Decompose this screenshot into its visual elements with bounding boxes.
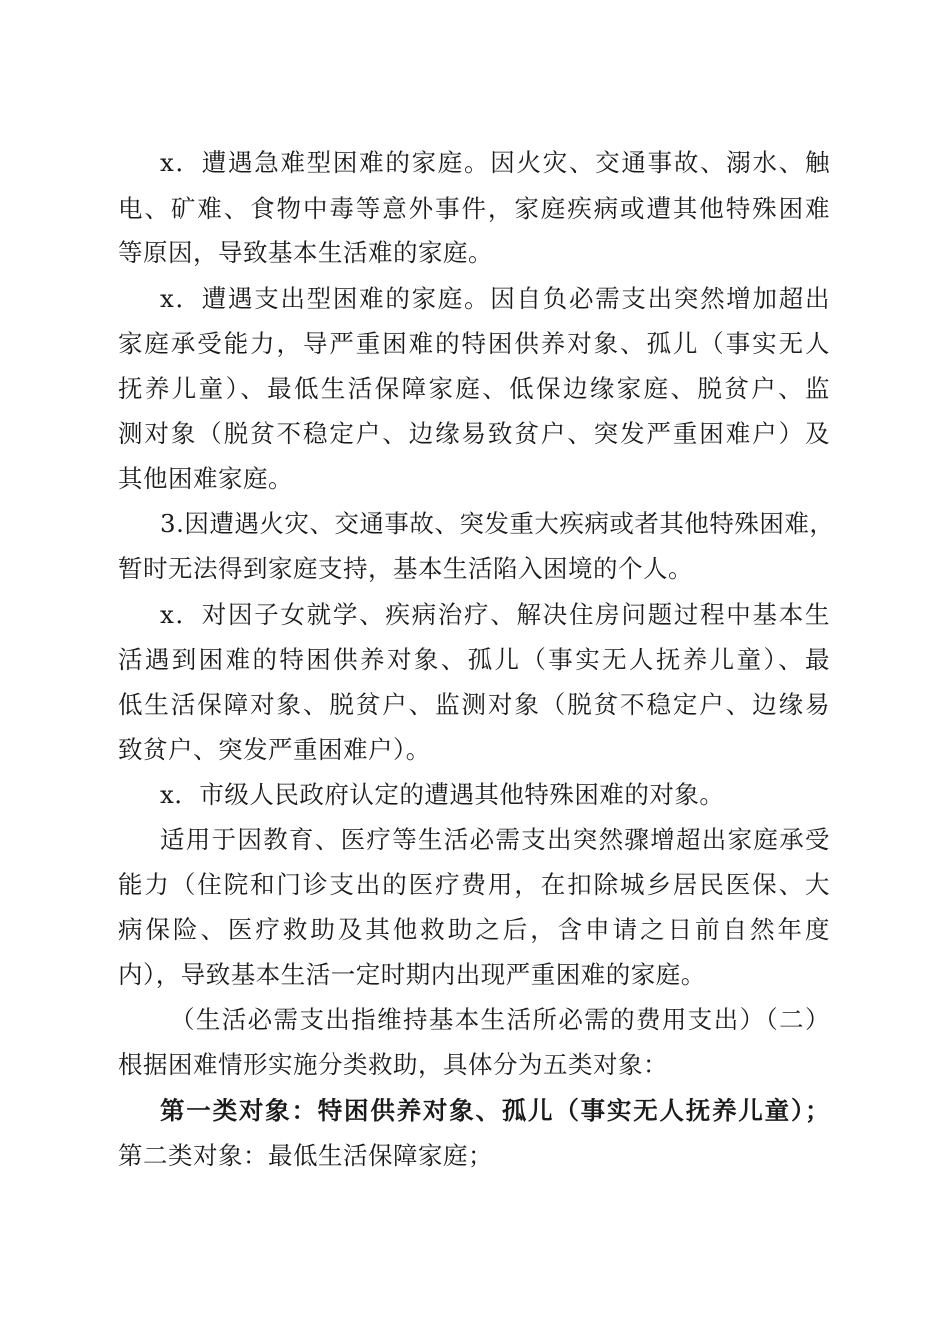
text-line: 电、矿难、食物中毒等意外事件，家庭疾病或遭其他特殊困难 (118, 194, 830, 223)
text-line: 其他困难家庭。 (118, 464, 293, 493)
text-line: 3.因遭遇火灾、交通事故、突发重大疾病或者其他特殊困难， (160, 509, 835, 538)
text-line: 暂时无法得到家庭支持，基本生活陷入困境的个人。 (118, 554, 693, 583)
text-line: （生活必需支出指维持基本生活所必需的费用支出）（二） (170, 1005, 830, 1034)
text-line: x．遭遇支出型困难的家庭。因自负必需支出突然增加超出 (160, 284, 830, 313)
text-line: 适用于因教育、医疗等生活必需支出突然骤增超出家庭承受 (160, 825, 830, 854)
text-line: x．市级人民政府认定的遭遇其他特殊困难的对象。 (160, 780, 725, 809)
text-line: 低生活保障对象、脱贫户、监测对象（脱贫不稳定户、边缘易 (118, 690, 830, 719)
text-line: 能力（住院和门诊支出的医疗费用，在扣除城乡居民医保、大 (118, 870, 830, 899)
text-line: 第一类对象：特困供养对象、孤儿（事实无人抚养儿童）； (160, 1096, 830, 1125)
text-line: x．遭遇急难型困难的家庭。因火灾、交通事故、溺水、触 (160, 148, 830, 177)
text-line: 第二类对象：最低生活保障家庭； (118, 1141, 493, 1170)
text-line: 内），导致基本生活一定时期内出现严重困难的家庭。 (118, 960, 706, 989)
text-line: 等原因，导致基本生活难的家庭。 (118, 238, 493, 267)
text-line: 家庭承受能力，导严重困难的特困供养对象、孤儿（事实无人 (118, 329, 830, 358)
text-line: 病保险、医疗救助及其他救助之后，含申请之日前自然年度 (118, 915, 830, 944)
text-line: 测对象（脱贫不稳定户、边缘易致贫户、突发严重困难户）及 (118, 419, 830, 448)
text-line: 抚养儿童）、最低生活保障家庭、低保边缘家庭、脱贫户、监 (118, 374, 830, 403)
text-line: 根据困难情形实施分类救助，具体分为五类对象： (118, 1050, 668, 1079)
text-line: x．对因子女就学、疾病治疗、解决住房问题过程中基本生 (160, 600, 830, 629)
text-line: 活遇到困难的特困供养对象、孤儿（事实无人抚养儿童）、最 (118, 645, 830, 674)
text-line: 致贫户、突发严重困难户）。 (118, 735, 431, 764)
